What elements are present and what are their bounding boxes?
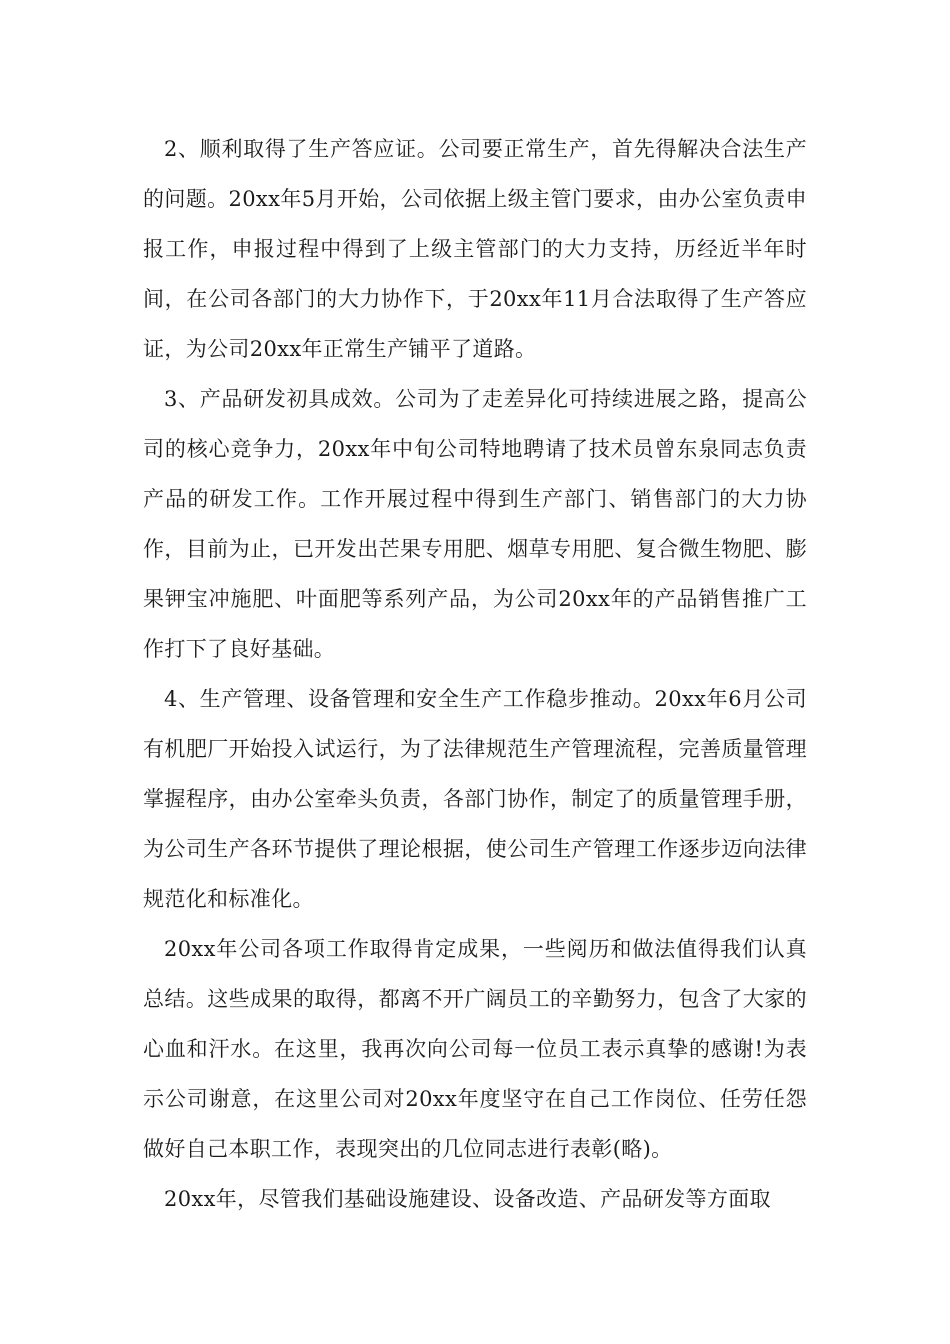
- document-body: [143, 124, 807, 1224]
- paragraph-summary-thanks: 20xx年公司各项工作取得肯定成果，一些阅历和做法值得我们认真总结。这些成果的取得，都离不开广阔员工的辛勤努力，包含了大家的心血和汗水。在这里，我再次向公司每一位员工表示真挚的感谢!为表示公司谢意，在这里公司对20xx年度坚守在自己工作岗位、任劳任怨做好自己本职工作，表现突出的几位同志进行表彰(略)。: [143, 937, 807, 1161]
- paragraph-product-rnd: 3、产品研发初具成效。公司为了走差异化可持续进展之路，提高公司的核心竞争力，20xx年中旬公司特地聘请了技术员曾东泉同志负责产品的研发工作。工作开展过程中得到生产部门、销售部门的大力协作，目前为止，已开发出芒果专用肥、烟草专用肥、复合微生物肥、膨果钾宝冲施肥、叶面肥等系列产品，为公司20xx年的产品销售推广工作打下了良好基础。: [143, 387, 807, 661]
- paragraph-production-license: 2、顺利取得了生产答应证。公司要正常生产，首先得解决合法生产的问题。20xx年5月开始，公司依据上级主管门要求，由办公室负责申报工作，申报过程中得到了上级主管部门的大力支持，历经近半年时间，在公司各部门的大力协作下，于20xx年11月合法取得了生产答应证，为公司20xx年正常生产铺平了道路。: [143, 137, 807, 361]
- paragraph-production-management: 4、生产管理、设备管理和安全生产工作稳步推动。20xx年6月公司有机肥厂开始投入试运行，为了法律规范生产管理流程，完善质量管理掌握程序，由办公室牵头负责，各部门协作，制定了的质量管理手册，为公司生产各环节提供了理论根据，使公司生产管理工作逐步迈向法律规范化和标准化。: [143, 687, 807, 911]
- paragraph-continuation: 20xx年，尽管我们基础设施建设、设备改造、产品研发等方面取: [164, 1187, 771, 1211]
